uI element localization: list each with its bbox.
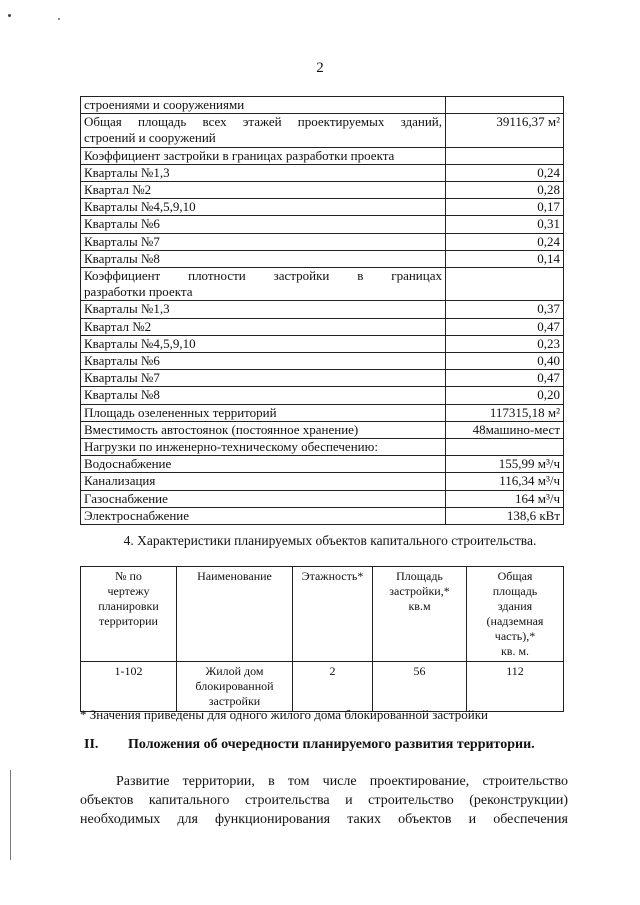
scan-speck [58, 18, 60, 20]
paragraph-line: необходимых для функционирования таких объектов и обеспечения [80, 812, 568, 827]
objects-table-cell: 56 [373, 662, 467, 712]
indicator-row [81, 147, 564, 164]
page-number: 2 [316, 60, 324, 76]
indicator-row [81, 507, 564, 524]
indicator-label: Кварталы №1,3 [81, 301, 446, 318]
indicator-row [81, 216, 564, 233]
indicator-row [81, 456, 564, 473]
indicator-row [81, 421, 564, 438]
objects-table-header-cell: Площадь застройки,* кв.м [373, 567, 467, 662]
section-4-caption: 4. Характеристики планируемых объектов капитального строительства. [123, 533, 537, 548]
indicator-label: Газоснабжение [81, 490, 446, 507]
indicator-value: 0,24 [446, 233, 564, 250]
scan-speck [8, 14, 11, 17]
indicator-value [446, 268, 564, 301]
indicator-label: Кварталы №7 [81, 370, 446, 387]
indicator-value: 0,40 [446, 353, 564, 370]
body-paragraph [80, 772, 568, 829]
indicator-label: Квартал №2 [81, 318, 446, 335]
indicator-value: 117315,18 м² [446, 404, 564, 421]
indicator-row [81, 490, 564, 507]
indicator-label: Кварталы №4,5,9,10 [81, 199, 446, 216]
indicator-value: 0,28 [446, 182, 564, 199]
indicator-row [81, 387, 564, 404]
indicator-value: 155,99 м³/ч [446, 456, 564, 473]
objects-table-header-cell: Наименование [177, 567, 293, 662]
section-2-title: Положения об очередности планируемого развития территории. [128, 737, 535, 752]
indicator-value: 0,17 [446, 199, 564, 216]
paragraph-line: Развитие территории, в том числе проектирование, строительство [116, 774, 568, 789]
indicator-value [446, 439, 564, 456]
section-2-heading [84, 737, 535, 753]
objects-table-header-cell: Этажность* [293, 567, 373, 662]
objects-table-header-cell: № по чертежу планировки территории [81, 567, 177, 662]
indicator-row [81, 370, 564, 387]
indicator-label: Кварталы №6 [81, 216, 446, 233]
indicator-value: 39116,37 м² [446, 114, 564, 147]
indicator-label: Водоснабжение [81, 456, 446, 473]
indicator-value: 0,14 [446, 250, 564, 267]
indicator-label: Кварталы №6 [81, 353, 446, 370]
indicator-row [81, 301, 564, 318]
objects-table-cell: 2 [293, 662, 373, 712]
indicator-value: 0,20 [446, 387, 564, 404]
indicator-row [81, 164, 564, 181]
indicator-row [81, 353, 564, 370]
indicator-label: Кварталы №7 [81, 233, 446, 250]
indicator-label: Кварталы №8 [81, 250, 446, 267]
objects-table-header-cell: Общая площадь здания (надземная часть),* кв. м. [467, 567, 564, 662]
indicator-row [81, 268, 564, 301]
indicator-label: Коэффициент плотности застройки в границах разработки проекта [81, 268, 446, 301]
objects-table-header [81, 567, 564, 662]
objects-table-cell: 1-102 [81, 662, 177, 712]
indicator-label: Площадь озелененных территорий [81, 404, 446, 421]
objects-table-row [81, 662, 564, 712]
indicator-value: 0,47 [446, 370, 564, 387]
indicator-label: Вместимость автостоянок (постоянное хранение) [81, 421, 446, 438]
indicator-value [446, 147, 564, 164]
section-2-number: II. [84, 737, 99, 752]
indicator-value: 138,6 кВт [446, 507, 564, 524]
indicator-value: 0,23 [446, 335, 564, 352]
indicator-label: Квартал №2 [81, 182, 446, 199]
indicator-value: 116,34 м³/ч [446, 473, 564, 490]
indicator-value: 0,24 [446, 164, 564, 181]
indicator-label: Электроснабжение [81, 507, 446, 524]
indicators-table [80, 96, 564, 525]
indicator-row [81, 335, 564, 352]
indicator-row [81, 97, 564, 114]
indicator-value [446, 97, 564, 114]
indicator-label: строениями и сооружениями [81, 97, 446, 114]
indicator-row [81, 250, 564, 267]
indicator-row [81, 199, 564, 216]
indicator-label: Кварталы №1,3 [81, 164, 446, 181]
indicator-label: Кварталы №8 [81, 387, 446, 404]
indicator-value: 0,31 [446, 216, 564, 233]
indicator-row [81, 233, 564, 250]
indicator-row [81, 182, 564, 199]
objects-table-cell: Жилой дом блокированной застройки [177, 662, 293, 712]
scan-edge-line [10, 770, 11, 860]
objects-table-cell: 112 [467, 662, 564, 712]
indicator-value: 48машино-мест [446, 421, 564, 438]
indicator-value: 0,47 [446, 318, 564, 335]
paragraph-line: объектов капитального строительства и строительство (реконструкции) [80, 793, 568, 808]
footnote: * Значения приведены для одного жилого дома блокированной застройки [80, 707, 488, 722]
indicator-label: Кварталы №4,5,9,10 [81, 335, 446, 352]
indicator-row [81, 114, 564, 147]
indicator-row [81, 318, 564, 335]
objects-table [80, 566, 564, 712]
indicator-row [81, 439, 564, 456]
indicator-row [81, 404, 564, 421]
indicator-row [81, 473, 564, 490]
indicator-value: 164 м³/ч [446, 490, 564, 507]
indicator-label: Канализация [81, 473, 446, 490]
indicator-label: Общая площадь всех этажей проектируемых зданий, строений и сооружений [81, 114, 446, 147]
indicator-value: 0,37 [446, 301, 564, 318]
indicator-label: Коэффициент застройки в границах разработки проекта [81, 147, 446, 164]
indicator-label: Нагрузки по инженерно-техническому обеспечению: [81, 439, 446, 456]
